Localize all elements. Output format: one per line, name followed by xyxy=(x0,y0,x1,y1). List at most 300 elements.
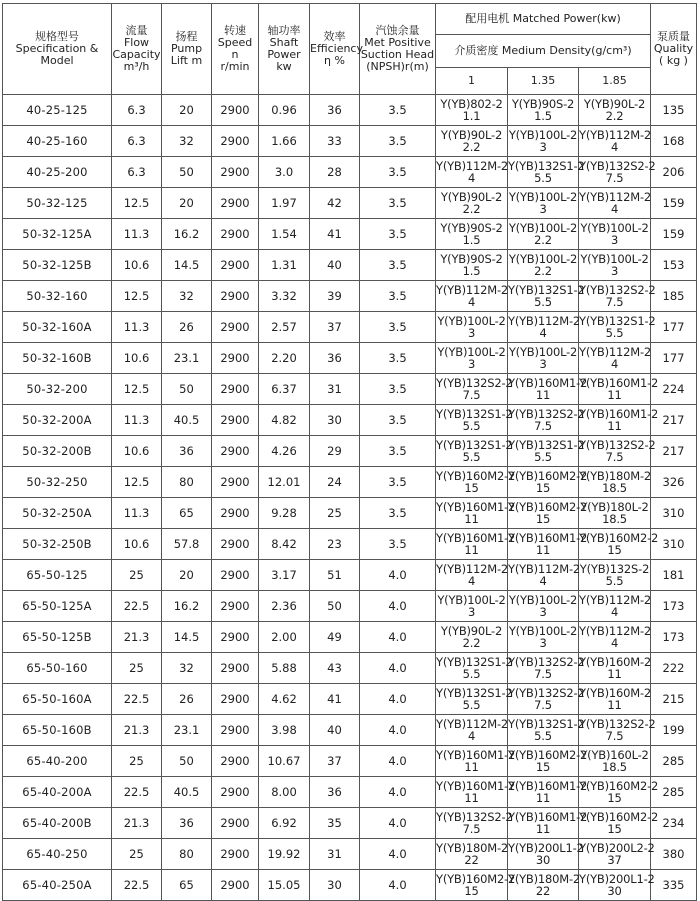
motor-power-kw: 3 xyxy=(610,264,619,278)
cell-speed: 2900 xyxy=(212,467,259,498)
cell-quality: 185 xyxy=(651,281,697,312)
motor-power-kw: 3 xyxy=(467,605,476,619)
cell-lift: 65 xyxy=(162,498,212,529)
cell-npsh: 3.5 xyxy=(360,95,436,126)
cell-flow: 10.6 xyxy=(112,529,162,560)
table-row xyxy=(3,529,697,560)
cell-efficiency: 40 xyxy=(310,715,360,746)
motor-power-kw: 2.2 xyxy=(462,636,481,650)
motor-model: Y(YB)132S1-2 xyxy=(508,717,585,731)
cell-motor-density-1-85 xyxy=(579,498,651,529)
cell-lift: 50 xyxy=(162,374,212,405)
motor-model: Y(YB)160M2-2 xyxy=(436,872,516,886)
motor-power-kw: 7.5 xyxy=(534,667,552,681)
cell-flow: 22.5 xyxy=(112,870,162,901)
motor-power-kw: 11 xyxy=(535,543,551,557)
cell-model: 50-32-125A xyxy=(3,219,112,250)
cell-flow: 21.3 xyxy=(112,622,162,653)
motor-power-kw: 3 xyxy=(539,357,547,371)
cell-speed: 2900 xyxy=(212,250,259,281)
cell-flow: 6.3 xyxy=(112,95,162,126)
cell-efficiency: 37 xyxy=(310,312,360,343)
motor-power-kw: 5.5 xyxy=(534,295,552,309)
cell-quality: 285 xyxy=(651,777,697,808)
motor-power-kw: 4 xyxy=(610,605,619,619)
motor-power-kw: 4 xyxy=(467,171,476,185)
motor-model: Y(YB)132S2-2 xyxy=(579,717,656,731)
table-header xyxy=(3,4,697,95)
cell-efficiency: 42 xyxy=(310,188,360,219)
cell-efficiency: 23 xyxy=(310,529,360,560)
cell-model: 65-50-160A xyxy=(3,684,112,715)
motor-model: Y(YB)100L-2 xyxy=(508,190,578,204)
col-header-model: 规格型号 Specification & Model xyxy=(3,4,112,95)
motor-power-kw: 15 xyxy=(464,481,479,495)
cell-quality: 168 xyxy=(651,126,697,157)
motor-power-kw: 5.5 xyxy=(462,450,481,464)
cell-model: 50-32-160A xyxy=(3,312,112,343)
cell-quality: 159 xyxy=(651,188,697,219)
cell-lift: 23.1 xyxy=(162,715,212,746)
cell-model: 50-32-160 xyxy=(3,281,112,312)
motor-model: Y(YB)112M-2 xyxy=(579,593,652,607)
col-header-npsh: 汽蚀余量 Met Positive Suction Head (NPSH)r(m) xyxy=(360,4,436,95)
cell-motor-density-1-35 xyxy=(508,591,579,622)
cell-model: 40-25-125 xyxy=(3,95,112,126)
pump-spec-table xyxy=(2,3,697,901)
cell-motor-density-1-85 xyxy=(579,653,651,684)
cell-npsh: 3.5 xyxy=(360,250,436,281)
motor-model: Y(YB)100L-2 xyxy=(437,593,506,607)
cell-model: 65-40-250 xyxy=(3,839,112,870)
cell-efficiency: 40 xyxy=(310,250,360,281)
motor-model: Y(YB)200L1-2 xyxy=(579,872,655,886)
cell-shaft-power: 4.82 xyxy=(259,405,310,436)
cell-motor-density-1-85 xyxy=(579,746,651,777)
motor-model: Y(YB)132S1-2 xyxy=(579,314,656,328)
table-row xyxy=(3,684,697,715)
cell-motor-density-1-35 xyxy=(508,746,588,777)
cell-npsh: 4.0 xyxy=(360,560,436,591)
cell-motor-density-1-35 xyxy=(508,653,585,684)
motor-power-kw: 4 xyxy=(610,202,619,216)
cell-efficiency: 35 xyxy=(310,808,360,839)
col-header-efficiency: 效率 Efficiency η % xyxy=(310,4,360,95)
motor-power-kw: 2.2 xyxy=(462,202,481,216)
cell-motor-density-1-35 xyxy=(508,188,579,219)
motor-power-kw: 15 xyxy=(535,512,551,526)
motor-model: Y(YB)112M-2 xyxy=(436,283,509,297)
motor-power-kw: 30 xyxy=(607,884,622,898)
motor-power-kw: 3 xyxy=(467,326,476,340)
motor-power-kw: 5.5 xyxy=(462,698,481,712)
table-row xyxy=(3,467,697,498)
motor-power-kw: 7.5 xyxy=(534,419,552,433)
cell-model: 50-32-200 xyxy=(3,374,112,405)
motor-model: Y(YB)160L-2 xyxy=(580,748,649,762)
motor-model: Y(YB)160M2-2 xyxy=(579,531,659,545)
cell-motor-density-1 xyxy=(436,746,516,777)
cell-speed: 2900 xyxy=(212,808,259,839)
cell-flow: 22.5 xyxy=(112,684,162,715)
motor-power-kw: 5.5 xyxy=(605,574,624,588)
cell-lift: 26 xyxy=(162,684,212,715)
motor-model: Y(YB)132S2-2 xyxy=(508,655,585,669)
cell-flow: 11.3 xyxy=(112,312,162,343)
motor-power-kw: 2.2 xyxy=(534,233,552,247)
cell-motor-density-1-35 xyxy=(508,467,588,498)
cell-speed: 2900 xyxy=(212,405,259,436)
motor-power-kw: 4 xyxy=(610,140,619,154)
motor-power-kw: 11 xyxy=(464,512,479,526)
motor-model: Y(YB)160M1-2 xyxy=(436,500,516,514)
cell-motor-density-1-35 xyxy=(508,405,585,436)
motor-model: Y(YB)132S2-2 xyxy=(579,159,656,173)
cell-speed: 2900 xyxy=(212,746,259,777)
cell-motor-density-1 xyxy=(436,250,508,281)
cell-efficiency: 30 xyxy=(310,405,360,436)
cell-motor-density-1-35 xyxy=(508,95,579,126)
motor-power-kw: 37 xyxy=(607,853,622,867)
cell-lift: 36 xyxy=(162,436,212,467)
cell-flow: 12.5 xyxy=(112,374,162,405)
motor-power-kw: 11 xyxy=(464,543,479,557)
motor-power-kw: 15 xyxy=(607,543,622,557)
cell-motor-density-1-85 xyxy=(579,95,651,126)
cell-shaft-power: 3.98 xyxy=(259,715,310,746)
cell-motor-density-1-85 xyxy=(579,777,659,808)
cell-lift: 16.2 xyxy=(162,591,212,622)
cell-motor-density-1-35 xyxy=(508,870,579,901)
motor-model: Y(YB)90S-2 xyxy=(511,97,575,111)
cell-model: 65-50-125A xyxy=(3,591,112,622)
cell-shaft-power: 2.57 xyxy=(259,312,310,343)
cell-lift: 23.1 xyxy=(162,343,212,374)
cell-motor-density-1-35 xyxy=(508,343,579,374)
cell-efficiency: 37 xyxy=(310,746,360,777)
cell-quality: 199 xyxy=(651,715,697,746)
cell-quality: 285 xyxy=(651,746,697,777)
cell-efficiency: 25 xyxy=(310,498,360,529)
motor-power-kw: 15 xyxy=(607,791,622,805)
motor-power-kw: 4 xyxy=(467,729,476,743)
table-row xyxy=(3,219,697,250)
cell-speed: 2900 xyxy=(212,684,259,715)
table-row xyxy=(3,312,697,343)
cell-efficiency: 50 xyxy=(310,591,360,622)
cell-shaft-power: 1.31 xyxy=(259,250,310,281)
motor-model: Y(YB)90L-2 xyxy=(440,624,503,638)
motor-model: Y(YB)112M-2 xyxy=(436,159,509,173)
table-row xyxy=(3,839,697,870)
cell-efficiency: 33 xyxy=(310,126,360,157)
cell-model: 50-32-125 xyxy=(3,188,112,219)
cell-quality: 335 xyxy=(651,870,697,901)
motor-model: Y(YB)112M-2 xyxy=(579,128,652,142)
table-row xyxy=(3,343,697,374)
cell-lift: 80 xyxy=(162,467,212,498)
motor-model: Y(YB)132S2-2 xyxy=(508,686,585,700)
motor-power-kw: 15 xyxy=(535,481,551,495)
motor-power-kw: 3 xyxy=(539,636,547,650)
cell-motor-density-1-85 xyxy=(579,684,651,715)
cell-shaft-power: 6.37 xyxy=(259,374,310,405)
motor-power-kw: 11 xyxy=(464,791,479,805)
motor-power-kw: 11 xyxy=(535,791,551,805)
cell-motor-density-1 xyxy=(436,715,508,746)
cell-model: 50-32-160B xyxy=(3,343,112,374)
motor-model: Y(YB)160M1-2 xyxy=(436,779,516,793)
cell-motor-density-1-35 xyxy=(508,250,579,281)
cell-npsh: 4.0 xyxy=(360,684,436,715)
motor-power-kw: 2.2 xyxy=(462,140,481,154)
table-row xyxy=(3,746,697,777)
cell-npsh: 3.5 xyxy=(360,188,436,219)
cell-speed: 2900 xyxy=(212,95,259,126)
cell-motor-density-1-85 xyxy=(579,250,651,281)
cell-speed: 2900 xyxy=(212,653,259,684)
cell-motor-density-1-85 xyxy=(579,839,655,870)
cell-efficiency: 43 xyxy=(310,653,360,684)
cell-speed: 2900 xyxy=(212,777,259,808)
col-header-speed: 转速 Speed n r/min xyxy=(212,4,259,95)
cell-motor-density-1-35 xyxy=(508,498,588,529)
motor-power-kw: 4 xyxy=(539,326,547,340)
motor-model: Y(YB)160M2-2 xyxy=(579,779,659,793)
cell-lift: 32 xyxy=(162,126,212,157)
cell-efficiency: 30 xyxy=(310,870,360,901)
cell-quality: 135 xyxy=(651,95,697,126)
col-header-quality: 泵质量 Quality ( kg ) xyxy=(651,4,697,95)
cell-efficiency: 31 xyxy=(310,839,360,870)
cell-efficiency: 31 xyxy=(310,374,360,405)
cell-lift: 80 xyxy=(162,839,212,870)
motor-power-kw: 4 xyxy=(610,357,619,371)
cell-motor-density-1-85 xyxy=(579,870,655,901)
cell-model: 50-32-200B xyxy=(3,436,112,467)
cell-npsh: 4.0 xyxy=(360,808,436,839)
cell-efficiency: 36 xyxy=(310,95,360,126)
motor-model: Y(YB)90S-2 xyxy=(440,252,503,266)
cell-speed: 2900 xyxy=(212,870,259,901)
cell-npsh: 3.5 xyxy=(360,126,436,157)
cell-model: 65-50-125 xyxy=(3,560,112,591)
cell-motor-density-1-35 xyxy=(508,715,585,746)
cell-motor-density-1-35 xyxy=(508,560,579,591)
cell-npsh: 3.5 xyxy=(360,467,436,498)
motor-model: Y(YB)132S1-2 xyxy=(436,655,513,669)
motor-model: Y(YB)90L-2 xyxy=(583,97,646,111)
motor-model: Y(YB)180M-2 xyxy=(579,469,652,483)
cell-speed: 2900 xyxy=(212,343,259,374)
cell-flow: 10.6 xyxy=(112,436,162,467)
cell-motor-density-1 xyxy=(436,591,508,622)
table-row xyxy=(3,374,697,405)
cell-model: 65-50-125B xyxy=(3,622,112,653)
cell-motor-density-1 xyxy=(436,95,508,126)
cell-lift: 32 xyxy=(162,281,212,312)
cell-motor-density-1-85 xyxy=(579,188,651,219)
motor-model: Y(YB)132S2-2 xyxy=(579,283,656,297)
motor-model: Y(YB)200L1-2 xyxy=(508,841,584,855)
motor-model: Y(YB)112M-2 xyxy=(579,624,652,638)
motor-model: Y(YB)90L-2 xyxy=(440,190,503,204)
motor-model: Y(YB)160M2-2 xyxy=(436,469,516,483)
col-header-density-1: 1 xyxy=(436,68,508,95)
motor-power-kw: 22 xyxy=(535,884,551,898)
cell-shaft-power: 1.54 xyxy=(259,219,310,250)
cell-efficiency: 29 xyxy=(310,436,360,467)
cell-motor-density-1-85 xyxy=(579,436,656,467)
cell-speed: 2900 xyxy=(212,281,259,312)
table-row xyxy=(3,715,697,746)
motor-power-kw: 11 xyxy=(535,822,551,836)
cell-motor-density-1-85 xyxy=(579,281,656,312)
motor-model: Y(YB)132S2-2 xyxy=(436,376,513,390)
motor-power-kw: 3 xyxy=(539,202,547,216)
table-row xyxy=(3,498,697,529)
motor-model: Y(YB)132S1-2 xyxy=(436,438,513,452)
cell-flow: 12.5 xyxy=(112,188,162,219)
motor-power-kw: 15 xyxy=(535,760,551,774)
motor-model: Y(YB)160M1-2 xyxy=(508,531,588,545)
motor-power-kw: 1.1 xyxy=(462,109,481,123)
motor-power-kw: 11 xyxy=(464,760,479,774)
cell-flow: 11.3 xyxy=(112,405,162,436)
motor-power-kw: 30 xyxy=(535,853,551,867)
cell-shaft-power: 8.42 xyxy=(259,529,310,560)
cell-flow: 11.3 xyxy=(112,498,162,529)
cell-speed: 2900 xyxy=(212,157,259,188)
cell-speed: 2900 xyxy=(212,126,259,157)
cell-motor-density-1 xyxy=(436,870,516,901)
cell-flow: 10.6 xyxy=(112,343,162,374)
cell-npsh: 3.5 xyxy=(360,312,436,343)
cell-quality: 326 xyxy=(651,467,697,498)
cell-model: 65-40-250A xyxy=(3,870,112,901)
cell-motor-density-1-35 xyxy=(508,839,584,870)
cell-speed: 2900 xyxy=(212,560,259,591)
motor-power-kw: 5.5 xyxy=(462,419,481,433)
motor-model: Y(YB)160M2-2 xyxy=(508,469,588,483)
cell-shaft-power: 0.96 xyxy=(259,95,310,126)
motor-model: Y(YB)180L-2 xyxy=(580,500,649,514)
table-body xyxy=(3,95,697,901)
motor-model: Y(YB)160M2-2 xyxy=(579,810,659,824)
col-header-medium-density: 介质密度 Medium Density(g/cm³) xyxy=(436,35,651,68)
cell-speed: 2900 xyxy=(212,219,259,250)
col-header-flow: 流量 Flow Capacity m³/h xyxy=(112,4,162,95)
motor-model: Y(YB)132S1-2 xyxy=(508,159,585,173)
motor-model: Y(YB)100L-2 xyxy=(508,593,578,607)
cell-model: 50-32-125B xyxy=(3,250,112,281)
table-row xyxy=(3,250,697,281)
cell-efficiency: 36 xyxy=(310,343,360,374)
motor-model: Y(YB)802-2 xyxy=(440,97,503,111)
cell-quality: 380 xyxy=(651,839,697,870)
cell-motor-density-1-85 xyxy=(579,560,651,591)
cell-motor-density-1 xyxy=(436,157,508,188)
motor-model: Y(YB)132S1-2 xyxy=(508,438,585,452)
cell-speed: 2900 xyxy=(212,374,259,405)
motor-model: Y(YB)132S1-2 xyxy=(508,283,585,297)
motor-power-kw: 15 xyxy=(464,884,479,898)
cell-quality: 181 xyxy=(651,560,697,591)
cell-efficiency: 39 xyxy=(310,281,360,312)
motor-power-kw: 3 xyxy=(610,233,619,247)
cell-speed: 2900 xyxy=(212,312,259,343)
cell-lift: 14.5 xyxy=(162,250,212,281)
cell-shaft-power: 6.92 xyxy=(259,808,310,839)
cell-quality: 215 xyxy=(651,684,697,715)
motor-model: Y(YB)100L-2 xyxy=(580,221,649,235)
cell-speed: 2900 xyxy=(212,622,259,653)
motor-model: Y(YB)180M-2 xyxy=(508,872,581,886)
cell-speed: 2900 xyxy=(212,436,259,467)
motor-power-kw: 7.5 xyxy=(605,171,624,185)
table-row xyxy=(3,281,697,312)
cell-npsh: 3.5 xyxy=(360,436,436,467)
cell-motor-density-1-85 xyxy=(579,405,659,436)
cell-efficiency: 51 xyxy=(310,560,360,591)
cell-motor-density-1 xyxy=(436,281,508,312)
cell-speed: 2900 xyxy=(212,188,259,219)
cell-lift: 40.5 xyxy=(162,405,212,436)
cell-flow: 21.3 xyxy=(112,808,162,839)
table-row xyxy=(3,436,697,467)
cell-shaft-power: 1.66 xyxy=(259,126,310,157)
cell-model: 50-32-250 xyxy=(3,467,112,498)
motor-model: Y(YB)160M1-2 xyxy=(508,376,588,390)
cell-flow: 6.3 xyxy=(112,157,162,188)
col-header-lift: 扬程 Pump Lift m xyxy=(162,4,212,95)
cell-motor-density-1-85 xyxy=(579,374,659,405)
cell-flow: 21.3 xyxy=(112,715,162,746)
motor-model: Y(YB)160M1-2 xyxy=(436,531,516,545)
motor-model: Y(YB)90S-2 xyxy=(440,221,503,235)
motor-model: Y(YB)200L2-2 xyxy=(579,841,655,855)
motor-model: Y(YB)132S2-2 xyxy=(579,438,656,452)
table-row xyxy=(3,591,697,622)
motor-model: Y(YB)160M-2 xyxy=(579,686,652,700)
motor-power-kw: 4 xyxy=(467,574,476,588)
motor-model: Y(YB)132S1-2 xyxy=(436,407,513,421)
motor-model: Y(YB)100L-2 xyxy=(508,345,578,359)
cell-model: 65-40-200A xyxy=(3,777,112,808)
cell-model: 50-32-200A xyxy=(3,405,112,436)
cell-motor-density-1 xyxy=(436,839,508,870)
cell-shaft-power: 19.92 xyxy=(259,839,310,870)
motor-model: Y(YB)160M-2 xyxy=(579,655,652,669)
cell-flow: 6.3 xyxy=(112,126,162,157)
cell-flow: 25 xyxy=(112,560,162,591)
cell-flow: 25 xyxy=(112,839,162,870)
table-row xyxy=(3,126,697,157)
cell-motor-density-1-85 xyxy=(579,126,651,157)
motor-model: Y(YB)160M2-2 xyxy=(508,500,588,514)
cell-shaft-power: 3.17 xyxy=(259,560,310,591)
cell-motor-density-1 xyxy=(436,126,508,157)
cell-npsh: 4.0 xyxy=(360,653,436,684)
cell-efficiency: 41 xyxy=(310,219,360,250)
cell-lift: 57.8 xyxy=(162,529,212,560)
motor-model: Y(YB)100L-2 xyxy=(508,221,578,235)
cell-quality: 153 xyxy=(651,250,697,281)
cell-quality: 217 xyxy=(651,405,697,436)
motor-model: Y(YB)112M-2 xyxy=(436,717,509,731)
cell-npsh: 3.5 xyxy=(360,219,436,250)
motor-model: Y(YB)132S2-2 xyxy=(436,810,513,824)
